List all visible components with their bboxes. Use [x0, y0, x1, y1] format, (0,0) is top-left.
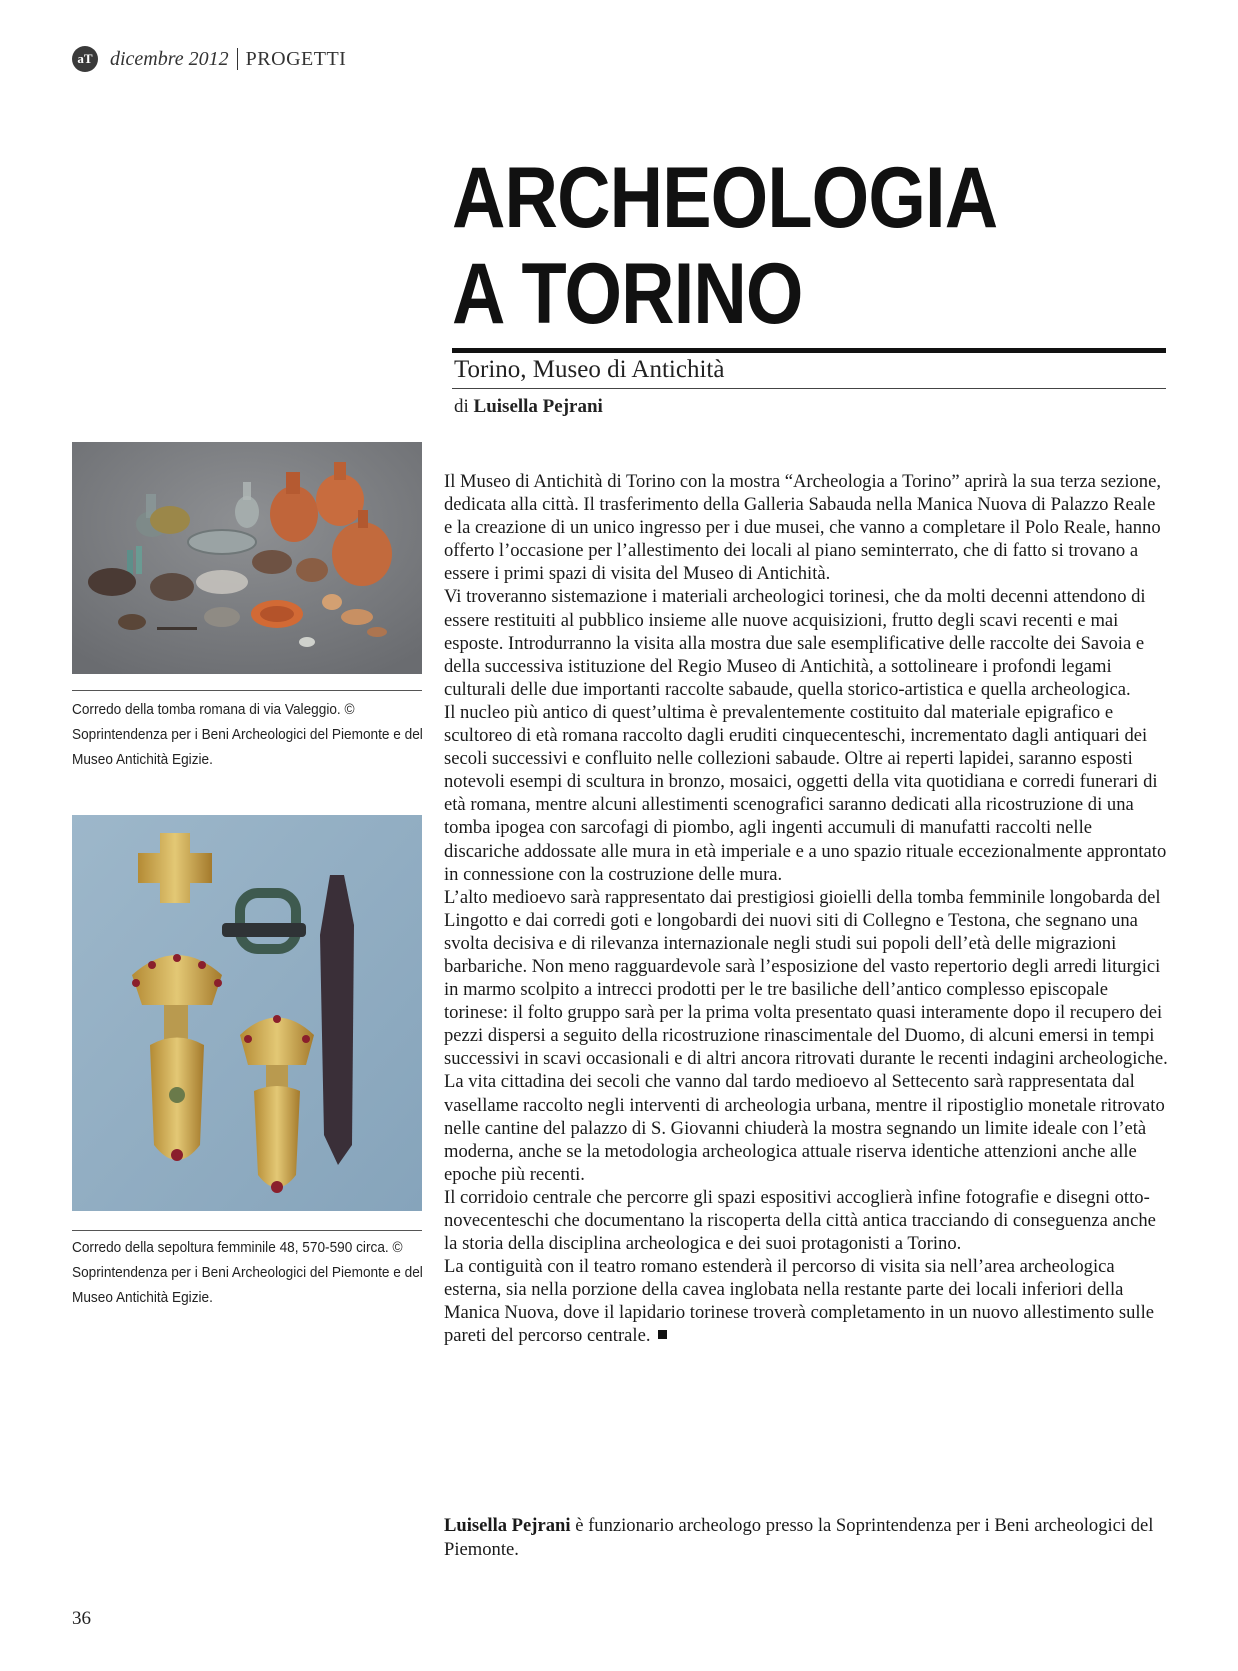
magazine-logo: aT [72, 46, 98, 72]
body-paragraph-last [444, 1255, 1168, 1347]
byline-author: Luisella Pejrani [473, 396, 603, 417]
article-subtitle: Torino, Museo di Antichità [454, 356, 725, 383]
end-of-article-mark [658, 1330, 667, 1339]
figure-2-photo [72, 815, 422, 1211]
page-number: 36 [72, 1608, 91, 1629]
article-body [444, 470, 1168, 1348]
article-title [452, 150, 997, 342]
header-divider [237, 48, 238, 70]
figure-2-caption-rule [72, 1230, 422, 1231]
section-name: PROGETTI [245, 47, 347, 70]
bio-author-name: Luisella Pejrani [444, 1515, 571, 1536]
figure-1-caption-rule [72, 690, 422, 691]
subtitle-rule [452, 388, 1166, 389]
body-paragraph: Il Museo di Antichità di Torino con la mostra “Archeologia a Torino” aprirà la sua terza sezione, dedicata alla città. Il trasferimento della Galleria Sabauda nella Manica Nuova di Palazzo Reale e la creazione di un unico ingresso per i due musei, che vanno a completare il Polo Reale, hanno offerto l’occasione per l’allestimento dei locali al piano seminterrato, che di fatto si trovano a essere i primi spazi di visita del Museo di Antichità. [444, 471, 1161, 585]
author-bio [444, 1514, 1168, 1561]
body-paragraph: Il corridoio centrale che percorre gli spazi espositivi accoglierà infine fotografie e disegni otto-novecenteschi che documentano la riscoperta della città antica tracciando di conseguenza anche la storia della disciplina archeologica e dei suoi protagonisti a Torino. [444, 1186, 1156, 1255]
issue-date: dicembre 2012 [110, 47, 229, 70]
body-paragraph: L’alto medioevo sarà rappresentato dai prestigiosi gioielli della tomba femminile longobarda del Lingotto e dai corredi goti e longobardi dei nuovi siti di Collegno e Testona, che segnano una svolta decisiva e di rilevanza internazionale negli studi sui popoli dell’età delle migrazioni barbariche. Non meno ragguardevole sarà l’esposizione del vasto repertorio degli arredi liturgici in marmo scolpito a intrecci prodotti per le tre basiliche dell’antico complesso episcopale torinese: il folto gruppo sarà per la prima volta presentato quasi interamente dopo il recupero dei pezzi dispersi a seguito della ricostruzione rinascimentale del Duomo, di alcuni emersi in tempi successivi in scavi occasionali e di altri ancora ritrovati durante le recenti indagini archeologiche. [444, 886, 1168, 1070]
figure-1-caption: Corredo della tomba romana di via Valeggio. © Soprintendenza per i Beni Archeologici del Piemonte e del Museo Antichità Egizie. [72, 702, 423, 768]
byline [454, 396, 603, 418]
bio-text: è funzionario archeologo presso la Soprintendenza per i Beni archeologici del Piemonte. [444, 1515, 1154, 1560]
article-title-line-2: A TORINO [452, 246, 803, 342]
body-paragraph: La vita cittadina dei secoli che vanno dal tardo medioevo al Settecento sarà rappresentata dal vasellame raccolto negli interventi di archeologia urbana, mentre il ripostiglio monetale ritrovato nelle cantine del palazzo di S. Giovanni chiuderà la mostra segnando un limite ideale con l’età moderna, anche se la metodologia archeologica attuale riserva identiche attenzioni anche alle epoche più recenti. [444, 1071, 1165, 1185]
byline-prefix: di [454, 396, 469, 417]
running-header [72, 44, 346, 74]
article-title-line-1: ARCHEOLOGIA [452, 150, 998, 246]
figure-2-caption: Corredo della sepoltura femminile 48, 570-590 circa. © Soprintendenza per i Beni Archeologici del Piemonte e del Museo Antichità Egizie. [72, 1240, 423, 1306]
title-rule [452, 348, 1166, 353]
body-paragraph: Il nucleo più antico di quest’ultima è prevalentemente costituito dal materiale epigrafico e scultoreo di età romana raccolto dagli eruditi cinquecenteschi, incrementato dagli antiquari dei secoli successivi e confluito nelle collezioni sabaude. Oltre ai reperti lapidei, saranno esposti notevoli esempi di scultura in bronzo, mosaici, oggetti della vita quotidiana e corredi funerari di età romana, mentre alcuni allestimenti scenografici saranno dedicati alla ricostruzione di una tomba ipogea con sarcofagi di piombo, agli ingenti accumuli di manufatti raccolti nelle discariche addossate alle mura in età imperiale e a uno spazio rituale eccezionalmente approntato in connessione con la costruzione delle mura. [444, 701, 1167, 885]
figure-1-photo [72, 442, 422, 674]
body-paragraph-text: La contiguità con il teatro romano estenderà il percorso di visita sia nell’area archeologica esterna, sia nella porzione della cavea inglobata nella restante parte dei locali inferiori della Manica Nuova, dove il lapidario torinese troverà completamento in un nuovo allestimento sulle pareti del percorso centrale. [444, 1256, 1154, 1347]
body-paragraph: Vi troveranno sistemazione i materiali archeologici torinesi, che da molti decenni attendono di essere restituiti al pubblico insieme alle nuove acquisizioni, frutto degli scavi recenti e mai esposte. Introdurranno la visita alla mostra due sale esemplificative delle raccolte dei Savoia e della successiva istituzione del Regio Museo di Antichità, a sottolineare i profondi legami culturali delle due importanti raccolte sabaude, quella storico-artistica e quella archeologica. [444, 586, 1146, 700]
